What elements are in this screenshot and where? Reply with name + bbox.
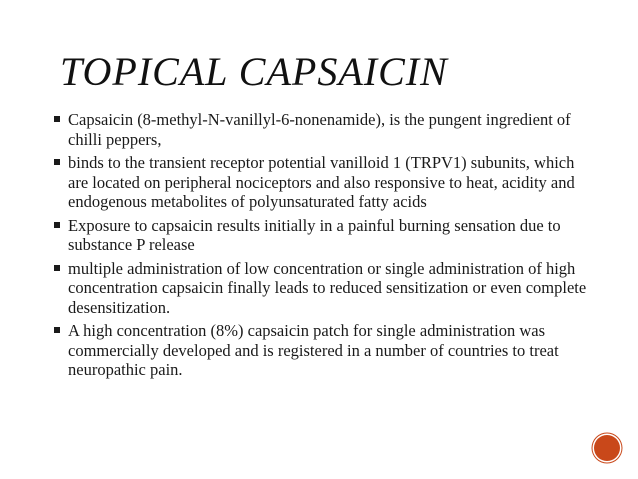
bullet-item: [54, 216, 594, 255]
square-bullet-icon: [54, 327, 60, 333]
bullet-item: [54, 110, 594, 149]
bullet-list: [54, 110, 594, 384]
bullet-item: [54, 259, 594, 318]
bullet-text: A high concentration (8%) capsaicin patch for single administration was commercially developed and is registered in a number of countries to treat neuropathic pain.: [68, 321, 559, 379]
bullet-text: binds to the transient receptor potential vanilloid 1 (TRPV1) subunits, which are located on peripheral nociceptors and also responsive to heat, acidity and endogenous metabolites of polyunsaturated fatty acids: [68, 153, 575, 211]
square-bullet-icon: [54, 159, 60, 165]
bullet-text: multiple administration of low concentration or single administration of high concentration capsaicin finally leads to reduced sensitization or even complete desensitization.: [68, 258, 587, 317]
square-bullet-icon: [54, 222, 60, 228]
bullet-text: Exposure to capsaicin results initially in a painful burning sensation due to substance P release: [68, 215, 561, 254]
bullet-item: [54, 321, 594, 380]
bullet-text: Capsaicin (8-methyl-N-vanillyl-6-nonenamide), is the pungent ingredient of chilli peppers,: [68, 110, 571, 149]
slide-title: TOPICAL CAPSAICIN: [60, 49, 448, 94]
square-bullet-icon: [54, 116, 60, 122]
bullet-item: [54, 153, 594, 212]
slide-number-badge: [594, 435, 620, 461]
square-bullet-icon: [54, 265, 60, 271]
